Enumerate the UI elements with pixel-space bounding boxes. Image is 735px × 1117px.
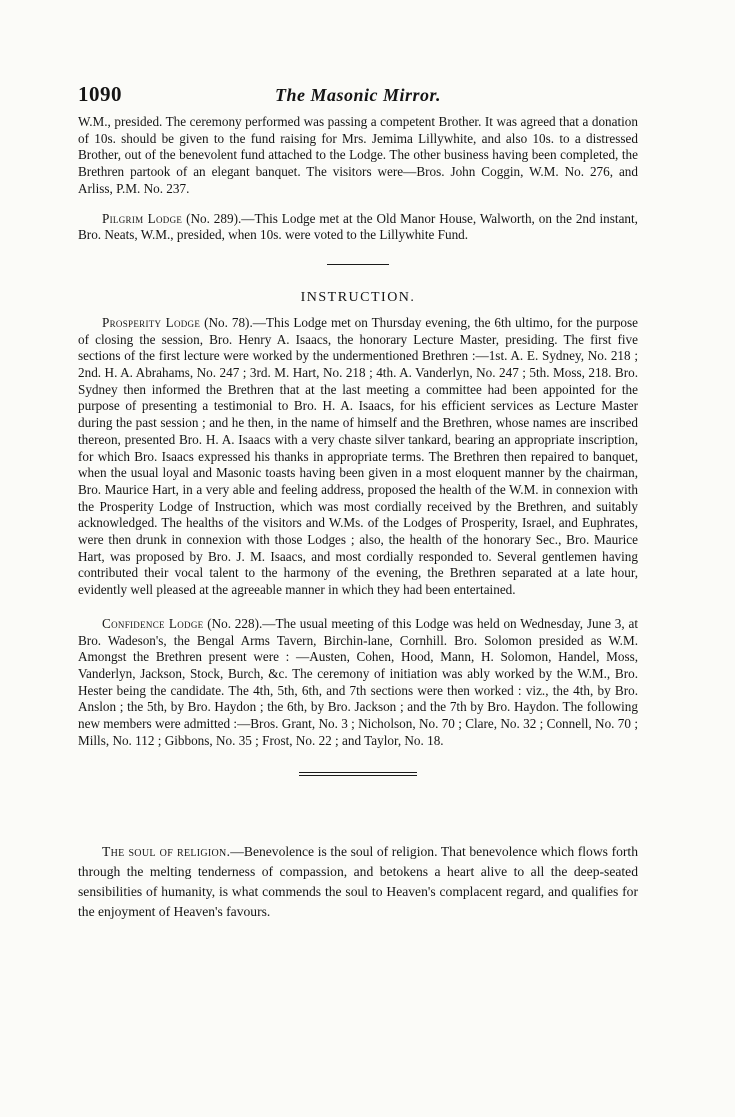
prosperity-lodge-text: (No. 78).—This Lodge met on Thursday evening, the 6th ultimo, for the purpose of closing the session, Bro. Henry A. Isaacs, the honorary Lecture Master, presiding. The first five sections of the first lecture were worked by the undermentioned Brethren :—1st. A. E. Sydney, No. 218 ; 2nd. H. A. Abrahams, No. 247 ; 3rd. M. Hart, No. 218 ; 4th. A. Vanderlyn, No. 247 ; 5th. Moss, 218. Bro. Sydney then informed the Brethren that at the last meeting a committee had been appointed for the purpose of presenting a testimonial to Bro. H. A. Isaacs, for his efficient services as Lecture Master during the past session ; and he then, in the name of himself and the Brethren, whose names are inscribed thereon, presented Bro. H. A. Isaacs with a very chaste silver tankard, bearing an appropriate inscription, for which Bro. Isaacs expressed his thanks in appropriate terms. The Brethren then repaired to banquet, when the usual loyal and Masonic toasts having been given in a most eloquent manner by the chairman, Bro. Maurice Hart, in a very able and feeling address, proposed the health of the W.M. in connexion with the Prosperity Lodge of Instruction, which was most cordially received by the Brethren, and suitably acknowledged. The healths of the visitors and W.Ms. of the Lodges of Prosperity, Israel, and Euphrates, were then drunk in connexion with those Lodges ; also, the health of the honorary Sec., Bro. Maurice Hart, was proposed by Bro. J. M. Isaacs, and most cordially responded to. Several gentlemen having contributed their vocal talent to the harmony of the evening, the Brethren separated at a late hour, evidently well pleased at the agreeable manner in which they had been entertained. [78,314,639,598]
pilgrim-lodge-text: (No. 289).—This Lodge met at the Old Manor House, Walworth, on the 2nd instant, Bro. Neats, W.M., presided, when 10s. were voted to the Lillywhite Fund. [78,210,638,243]
prosperity-lodge-paragraph [78,315,638,599]
page-number: 1090 [78,82,122,106]
confidence-lodge-lead: Confidence Lodge [102,615,204,631]
soul-of-religion-text: —Benevolence is the soul of religion. That benevolence which flows forth through the melting tenderness of compassion, and betokens a heart alive to all the deep-seated sensibilities of humanity, is what commends the soul to Heaven's complacent regard, and qualifies for the enjoyment of Heaven's favours. [78,843,638,920]
running-title: The Masonic Mirror. [274,85,442,105]
pilgrim-lodge-paragraph [78,211,638,244]
intro-paragraph: W.M., presided. The ceremony performed was passing a competent Brother. It was agreed that a donation of 10s. should be given to the fund raising for Mrs. Jemima Lillywhite, and also 10s. to a distressed Brother, out of the benevolent fund attached to the Lodge. The other business having been completed, the Brethren partook of an elegant banquet. The visitors were—Bros. John Coggin, W.M. No. 276, and Arliss, P.M. No. 237. [78,114,638,196]
prosperity-lodge-lead: Prosperity Lodge [102,314,201,330]
soul-of-religion-lead: The soul of religion. [102,843,231,859]
soul-of-religion-paragraph [78,842,638,923]
section-heading: INSTRUCTION. [300,289,416,305]
page [78,82,638,922]
page-header [78,82,638,114]
pilgrim-lodge-lead: Pilgrim Lodge [102,210,183,226]
section-divider [327,264,389,265]
article-divider [299,772,417,776]
confidence-lodge-text: (No. 228).—The usual meeting of this Lodge was held on Wednesday, June 3, at Bro. Wadeson's, the Bengal Arms Tavern, Birchin-lane, Cornhill. Bro. Solomon presided as W.M. Amongst the Brethren present were : —Austen, Cohen, Hood, Mann, H. Solomon, Handel, Moss, Vanderlyn, Jackson, Stock, Burch, &c. The ceremony of initiation was ably worked by the W.M., Bro. Hester being the candidate. The 4th, 5th, 6th, and 7th sections were then worked : viz., the 4th, by Bro. Anslon ; the 5th, by Bro. Haydon ; the 6th, by Bro. Jackson ; and the 7th by Bro. Haydon. The following new members were admitted :—Bros. Grant, No. 3 ; Nicholson, No. 70 ; Clare, No. 32 ; Connell, No. 70 ; Mills, No. 112 ; Gibbons, No. 35 ; Frost, No. 22 ; and Taylor, No. 18. [78,615,638,748]
confidence-lodge-paragraph [78,616,638,750]
